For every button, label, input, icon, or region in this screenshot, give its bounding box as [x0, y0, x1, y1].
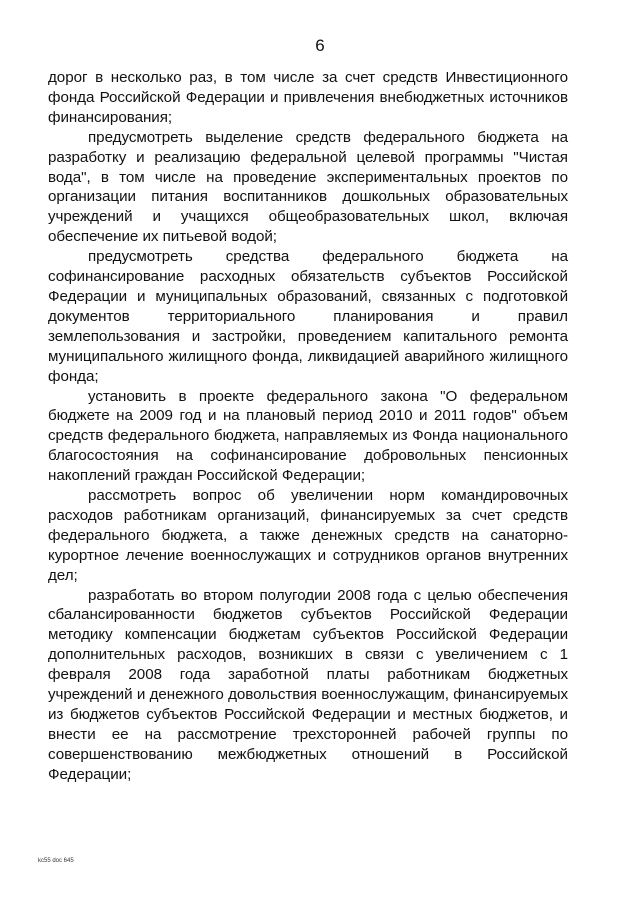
paragraph-travel-expenses: рассмотреть вопрос об увеличении норм командировочных расходов работникам организаций, финансируемых за счет средств федерального бюджета, а также денежных средств на санаторно-курортное лечение военнослужащих и сотрудников органов внутренних дел; — [48, 487, 568, 584]
footer-document-code: kc55 doc 645 — [38, 858, 74, 864]
paragraph-cofinancing-territorial-planning: предусмотреть средства федерального бюджета на софинансирование расходных обязательств субъектов Российской Федерации и муниципальных образований, связанных с подготовкой документов территориального планирования и правил землепользования и застройки, проведением капитального ремонта муниципального жилищного фонда, ликвидацией аварийного жилищного фонда; — [48, 248, 568, 385]
page-number: 6 — [315, 36, 325, 55]
paragraph-clean-water-program: предусмотреть выделение средств федерального бюджета на разработку и реализацию федеральной целевой программы "Чистая вода", в том числе на проведение экспериментальных проектов по организации питания воспитанников дошкольных образовательных учреждений и учащихся общеобразовательных школ, включая обеспечение их питьевой водой; — [48, 128, 568, 246]
document-body — [48, 68, 568, 785]
paragraph-continuation-roads: дорог в несколько раз, в том числе за счет средств Инвестиционного фонда Российской Федерации и привлечения внебюджетных источников финансирования; — [48, 69, 568, 126]
paragraph-compensation-methodology: разработать во втором полугодии 2008 года с целью обеспечения сбалансированности бюджетов субъектов Российской Федерации методику компенсации бюджетам субъектов Российской Федерации дополнительных расходов, возникших в связи с увеличением с 1 февраля 2008 года заработной платы работникам бюджетных учреждений и денежного довольствия военнослужащим, финансируемых из бюджетов субъектов Российской Федерации и местных бюджетов, и внести ее на рассмотрение трехсторонней рабочей группы по совершенствованию межбюджетных отношений в Российской Федерации; — [48, 586, 568, 783]
paragraph-national-welfare-fund: установить в проекте федерального закона "О федеральном бюджете на 2009 год и на плановый период 2010 и 2011 годов" объем средств федерального бюджета, направляемых из Фонда национального благосостояния на софинансирование добровольных пенсионных накоплений граждан Российской Федерации; — [48, 387, 568, 485]
